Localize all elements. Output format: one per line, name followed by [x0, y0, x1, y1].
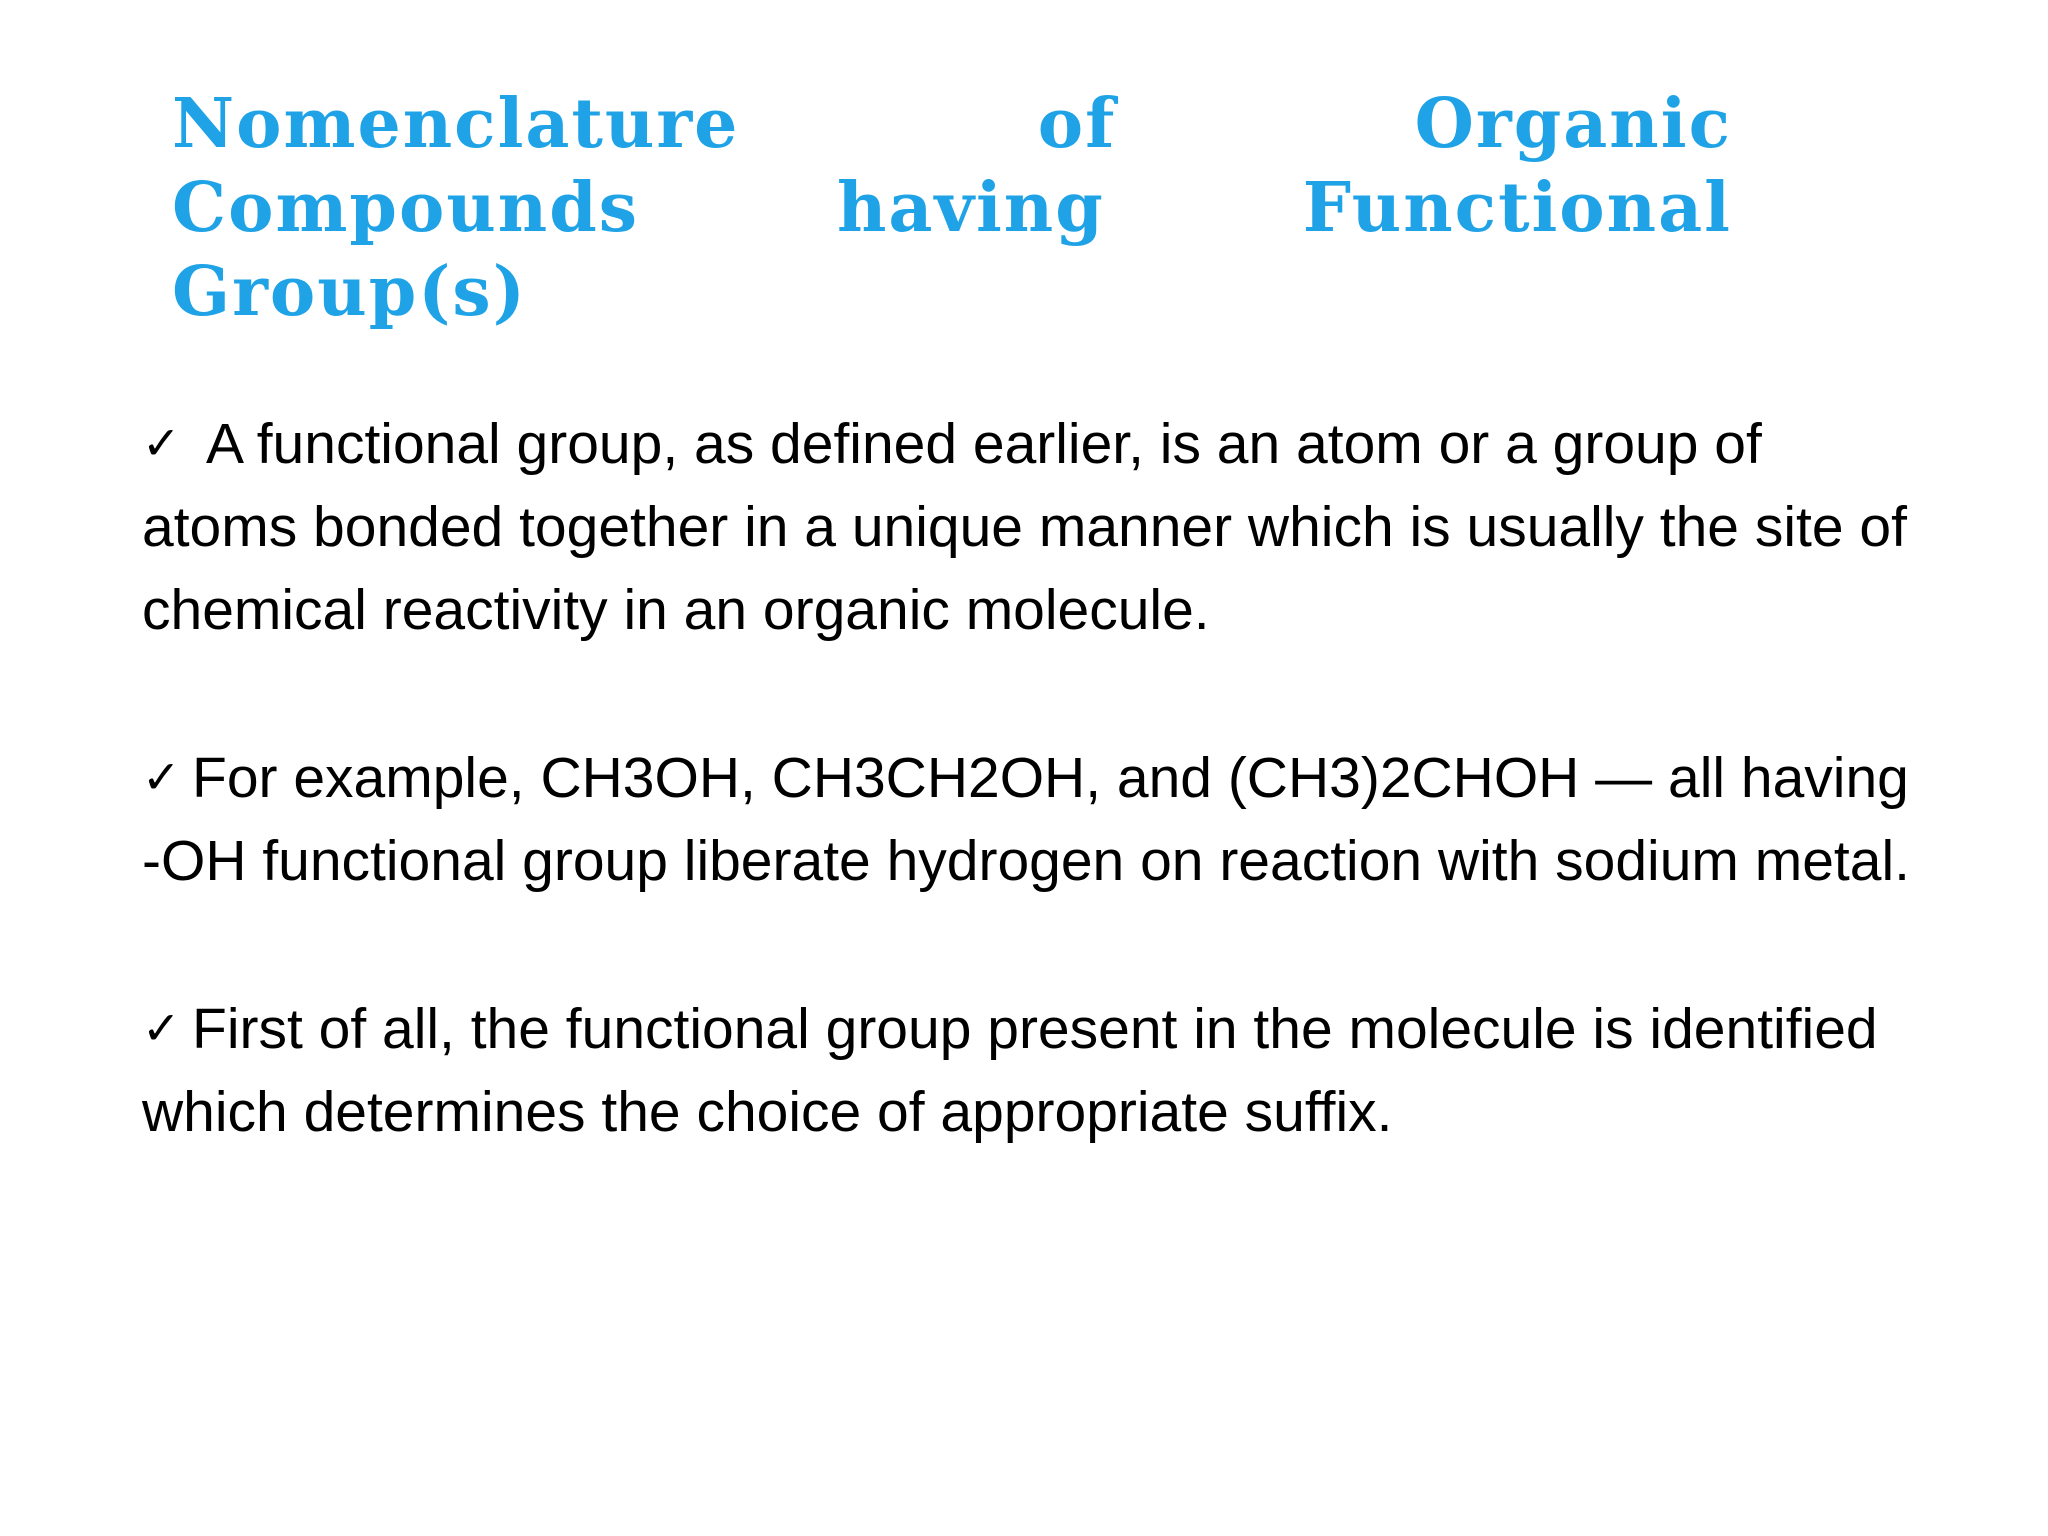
bullet-text: For example, CH3OH, CH3CH2OH, and (CH3)2CHOH — all having -OH functional group liberate hydrogen on reaction with sodium metal.: [142, 746, 1910, 893]
title-line-2: [172, 166, 1732, 250]
bullet-item: [142, 736, 1922, 903]
check-icon: ✓: [142, 416, 181, 470]
title-word: having: [836, 168, 1105, 248]
title-word: of: [1037, 84, 1117, 164]
check-icon: ✓: [142, 1001, 181, 1055]
bullet-item: [142, 987, 1922, 1154]
title-line-3: Group(s): [172, 252, 527, 332]
title-word: Compounds: [172, 168, 640, 248]
bullet-text: A functional group, as defined earlier, is an atom or a group of atoms bonded together in a unique manner which is usually the site of chemical reactivity in an organic molecule.: [142, 412, 1907, 642]
title-line-1: [172, 82, 1732, 166]
check-icon: ✓: [142, 750, 181, 804]
title-word: Nomenclature: [172, 84, 740, 164]
bullet-text: First of all, the functional group present in the molecule is identified which determines the choice of appropriate suffix.: [142, 997, 1878, 1144]
title-word: Organic: [1414, 84, 1732, 164]
bullet-list: [142, 402, 1922, 1238]
slide-title: [172, 82, 1752, 334]
bullet-item: [142, 402, 1922, 652]
title-word: Functional: [1302, 168, 1732, 248]
